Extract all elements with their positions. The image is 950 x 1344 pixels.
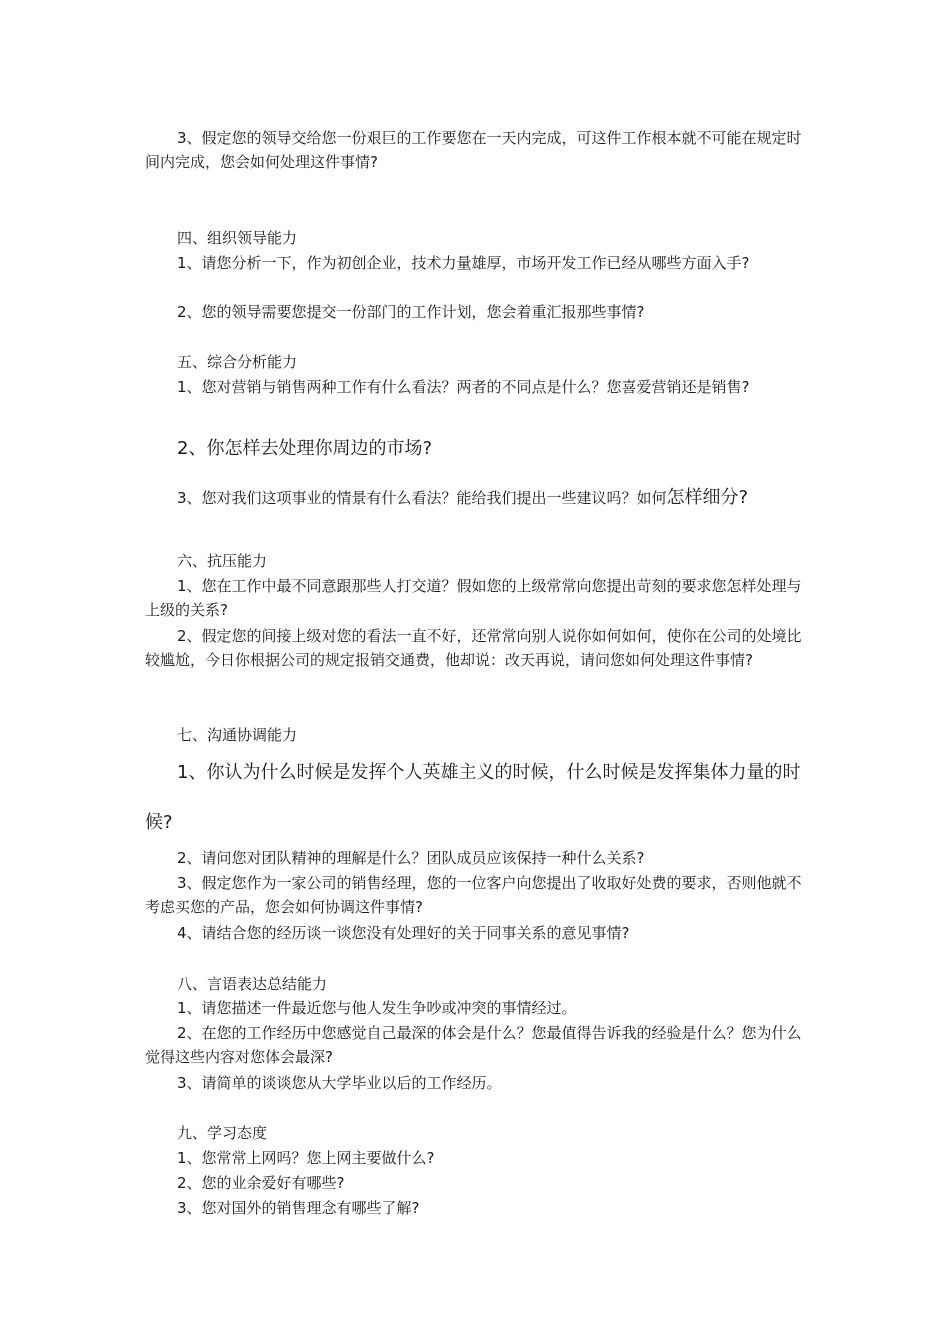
section-6-heading: 六、抗压能力	[177, 552, 268, 570]
question-5-3	[145, 486, 825, 510]
question-6-1: 1、您在工作中最不同意跟那些人打交道？假如您的上级常常向您提出苛刻的要求您怎样处理与上级的关系?	[145, 577, 802, 619]
section-9-heading: 九、学习态度	[177, 1124, 268, 1142]
question-5-3-text: 3、您对我们这项事业的情景有什么看法？能给我们提出一些建议吗？如何	[177, 489, 667, 507]
section-5-heading: 五、综合分析能力	[177, 353, 298, 371]
question-8-1: 1、请您描述一件最近您与他人发生争吵或冲突的事情经过。	[177, 999, 577, 1017]
question-7-1: 1、你认为什么时候是发挥个人英雄主义的时候，什么时候是发挥集体力量的时候?	[145, 762, 801, 833]
question-4-2: 2、您的领导需要您提交一份部门的工作计划，您会着重汇报那些事情?	[177, 303, 645, 321]
question-3-3: 3、假定您的领导交给您一份艰巨的工作要您在一天内完成，可这件工作根本就不可能在规定时间内完成，您会如何处理这件事情?	[145, 129, 802, 171]
question-9-1: 1、您常常上网吗？您上网主要做什么?	[177, 1149, 435, 1167]
question-5-2: 2、你怎样去处理你周边的市场?	[177, 438, 433, 459]
question-7-3: 3、假定您作为一家公司的销售经理，您的一位客户向您提出了收取好处费的要求，否则他就不考虑买您的产品，您会如何协调这件事情?	[145, 874, 802, 916]
section-8-heading: 八、言语表达总结能力	[177, 975, 328, 993]
question-9-3: 3、您对国外的销售理念有哪些了解?	[177, 1199, 420, 1217]
question-8-2: 2、在您的工作经历中您感觉自己最深的体会是什么？您最值得告诉我的经验是什么？您为什么觉得这些内容对您体会最深?	[145, 1024, 802, 1066]
question-5-1: 1、您对营销与销售两种工作有什么看法？两者的不同点是什么？您喜爱营销还是销售?	[177, 378, 750, 396]
question-8-3: 3、请简单的谈谈您从大学毕业以后的工作经历。	[177, 1074, 502, 1092]
question-7-4: 4、请结合您的经历谈一谈您没有处理好的关于同事关系的意见事情?	[177, 924, 630, 942]
section-4-heading: 四、组织领导能力	[177, 229, 298, 247]
question-9-2: 2、您的业余爱好有哪些?	[177, 1174, 345, 1192]
question-6-2: 2、假定您的间接上级对您的看法一直不好，还常常向别人说你如何如何，使你在公司的处境比较尴尬，今日你根据公司的规定报销交通费，他却说：改天再说，请问您如何处理这件事情?	[145, 627, 802, 669]
section-7-heading: 七、沟通协调能力	[177, 726, 298, 744]
question-7-2: 2、请问您对团队精神的理解是什么？团队成员应该保持一种什么关系?	[177, 849, 645, 867]
question-4-1: 1、请您分析一下，作为初创企业，技术力量雄厚，市场开发工作已经从哪些方面入手?	[177, 254, 750, 272]
question-5-3-tail: 怎样细分?	[666, 487, 749, 508]
